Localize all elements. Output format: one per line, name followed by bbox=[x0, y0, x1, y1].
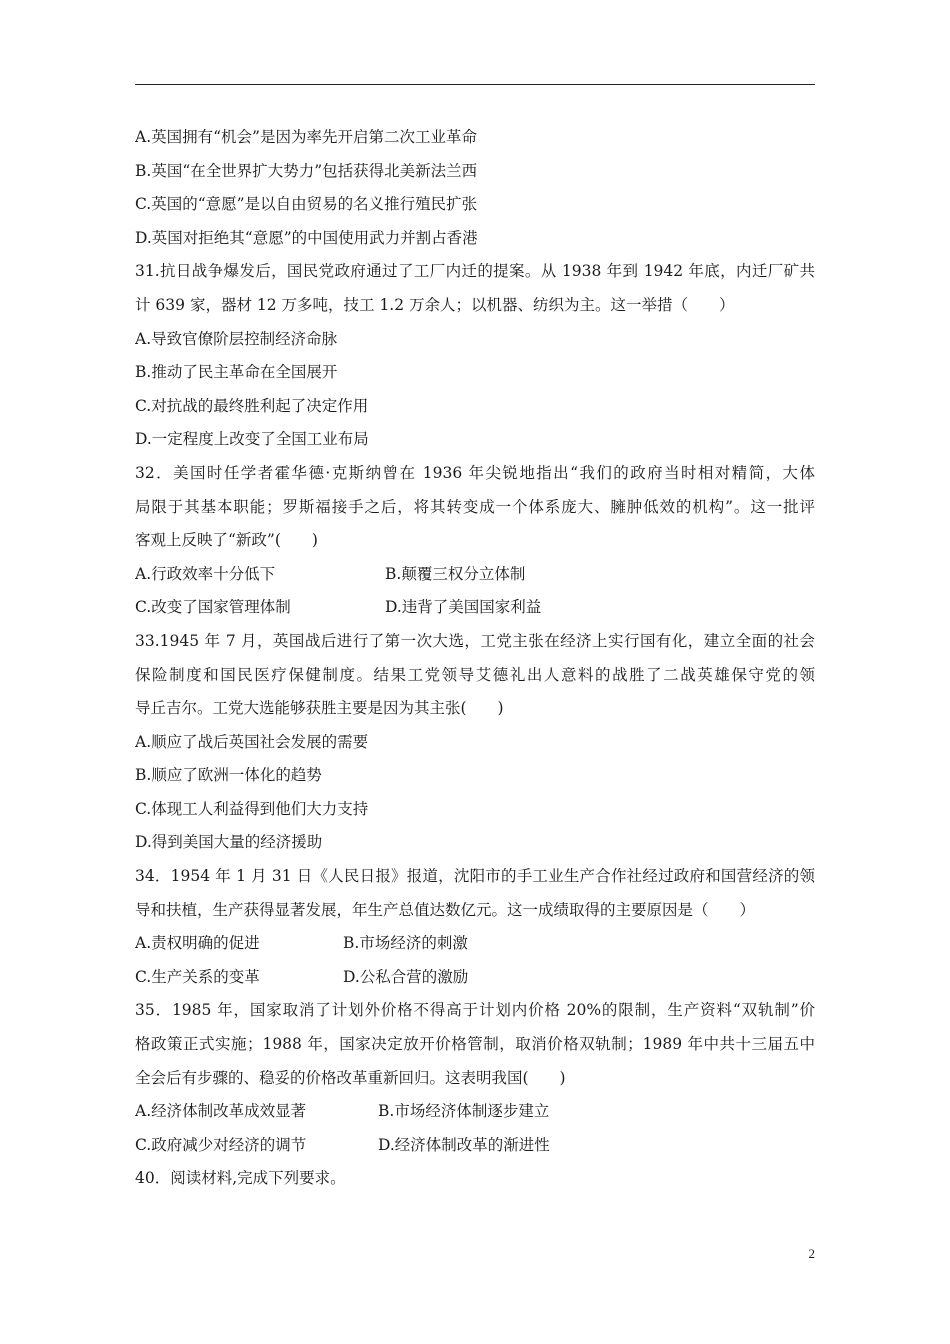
question-35-options-row bbox=[135, 1095, 815, 1129]
question-35-option-c: C.政府减少对经济的调节 bbox=[135, 1135, 307, 1154]
question-33-stem: 保险制度和国民医疗保健制度。结果工党领导艾德礼出人意料的战胜了二战英雄保守党的领 bbox=[135, 665, 815, 684]
question-35-stem: 35．1985 年，国家取消了计划外价格不得高于计划内价格 20%的限制，生产资料“双轨制”价 bbox=[135, 1001, 815, 1020]
option-line: B.英国“在全世界扩大势力”包括获得北美新法兰西 bbox=[135, 161, 478, 180]
question-33-option-a: A.顺应了战后英国社会发展的需要 bbox=[135, 732, 369, 751]
question-34-stem: 34．1954 年 1 月 31 日《人民日报》报道，沈阳市的手工业生产合作社经过政府和国营经济的领 bbox=[135, 867, 815, 886]
page-content bbox=[135, 121, 815, 1196]
question-35-stem: 格政策正式实施；1988 年，国家决定放开价格管制，取消价格双轨制；1989 年中共十三届五中 bbox=[135, 1035, 815, 1054]
header-rule bbox=[135, 84, 815, 85]
question-31-option-c: C.对抗战的最终胜利起了决定作用 bbox=[135, 396, 369, 415]
question-35-options-row bbox=[135, 1129, 815, 1163]
question-32-option-c: C.改变了国家管理体制 bbox=[135, 598, 291, 617]
question-32-stem: 局限于其基本职能；罗斯福接手之后，将其转变成一个体系庞大、臃肿低效的机构”。这一批评 bbox=[135, 497, 815, 516]
question-34-options-row bbox=[135, 927, 815, 961]
question-34-option-b: B.市场经济的刺激 bbox=[343, 934, 468, 953]
question-34-stem: 导和扶植，生产获得显著发展，年生产总值达数亿元。这一成绩取得的主要原因是（ ） bbox=[135, 900, 756, 919]
question-32-option-d: D.违背了美国国家利益 bbox=[385, 598, 542, 617]
question-40-stem: 40．阅读材料,完成下列要求。 bbox=[135, 1169, 346, 1188]
question-35-option-a: A.经济体制改革成效显著 bbox=[135, 1102, 307, 1121]
question-33-option-d: D.得到美国大量的经济援助 bbox=[135, 833, 323, 852]
question-31-stem: 31.抗日战争爆发后，国民党政府通过了工厂内迁的提案。从 1938 年到 1942 年底，内迁厂矿共 bbox=[135, 262, 815, 281]
question-35-option-b: B.市场经济体制逐步建立 bbox=[378, 1102, 550, 1121]
question-33-stem: 导丘吉尔。工党大选能够获胜主要是因为其主张( ) bbox=[135, 699, 504, 718]
question-33-option-b: B.顺应了欧洲一体化的趋势 bbox=[135, 766, 322, 785]
option-line: D.英国对拒绝其“意愿”的中国使用武力并割占香港 bbox=[135, 228, 478, 247]
option-line: C.英国的“意愿”是以自由贸易的名义推行殖民扩张 bbox=[135, 195, 478, 214]
question-34-option-c: C.生产关系的变革 bbox=[135, 967, 260, 986]
question-35-stem: 全会后有步骤的、稳妥的价格改革重新回归。这表明我国( ) bbox=[135, 1068, 566, 1087]
question-32-option-b: B.颠覆三权分立体制 bbox=[385, 564, 526, 583]
question-32-options-row bbox=[135, 591, 815, 625]
question-33-stem: 33.1945 年 7 月，英国战后进行了第一次大选，工党主张在经济上实行国有化，建立全面的社会 bbox=[135, 631, 815, 650]
question-31-option-d: D.一定程度上改变了全国工业布局 bbox=[135, 430, 369, 449]
page-number: 2 bbox=[808, 1246, 815, 1261]
question-31-option-b: B.推动了民主革命在全国展开 bbox=[135, 363, 338, 382]
question-33-option-c: C.体现工人利益得到他们大力支持 bbox=[135, 799, 369, 818]
question-35-option-d: D.经济体制改革的渐进性 bbox=[378, 1135, 550, 1154]
question-34-options-row bbox=[135, 961, 815, 995]
question-32-option-a: A.行政效率十分低下 bbox=[135, 564, 276, 583]
question-32-stem: 客观上反映了“新政”( ) bbox=[135, 531, 318, 550]
question-34-option-d: D.公私合营的激励 bbox=[343, 967, 469, 986]
question-32-options-row bbox=[135, 558, 815, 592]
option-line: A.英国拥有“机会”是因为率先开启第二次工业革命 bbox=[135, 128, 477, 146]
question-31-option-a: A.导致官僚阶层控制经济命脉 bbox=[135, 329, 338, 348]
question-31-stem: 计 639 家，器材 12 万多吨，技工 1.2 万余人；以机器、纺织为主。这一举措（ ） bbox=[135, 295, 735, 314]
question-34-option-a: A.责权明确的促进 bbox=[135, 934, 260, 953]
question-32-stem: 32．美国时任学者霍华德·克斯纳曾在 1936 年尖锐地指出“我们的政府当时相对精简，大体 bbox=[135, 463, 815, 482]
